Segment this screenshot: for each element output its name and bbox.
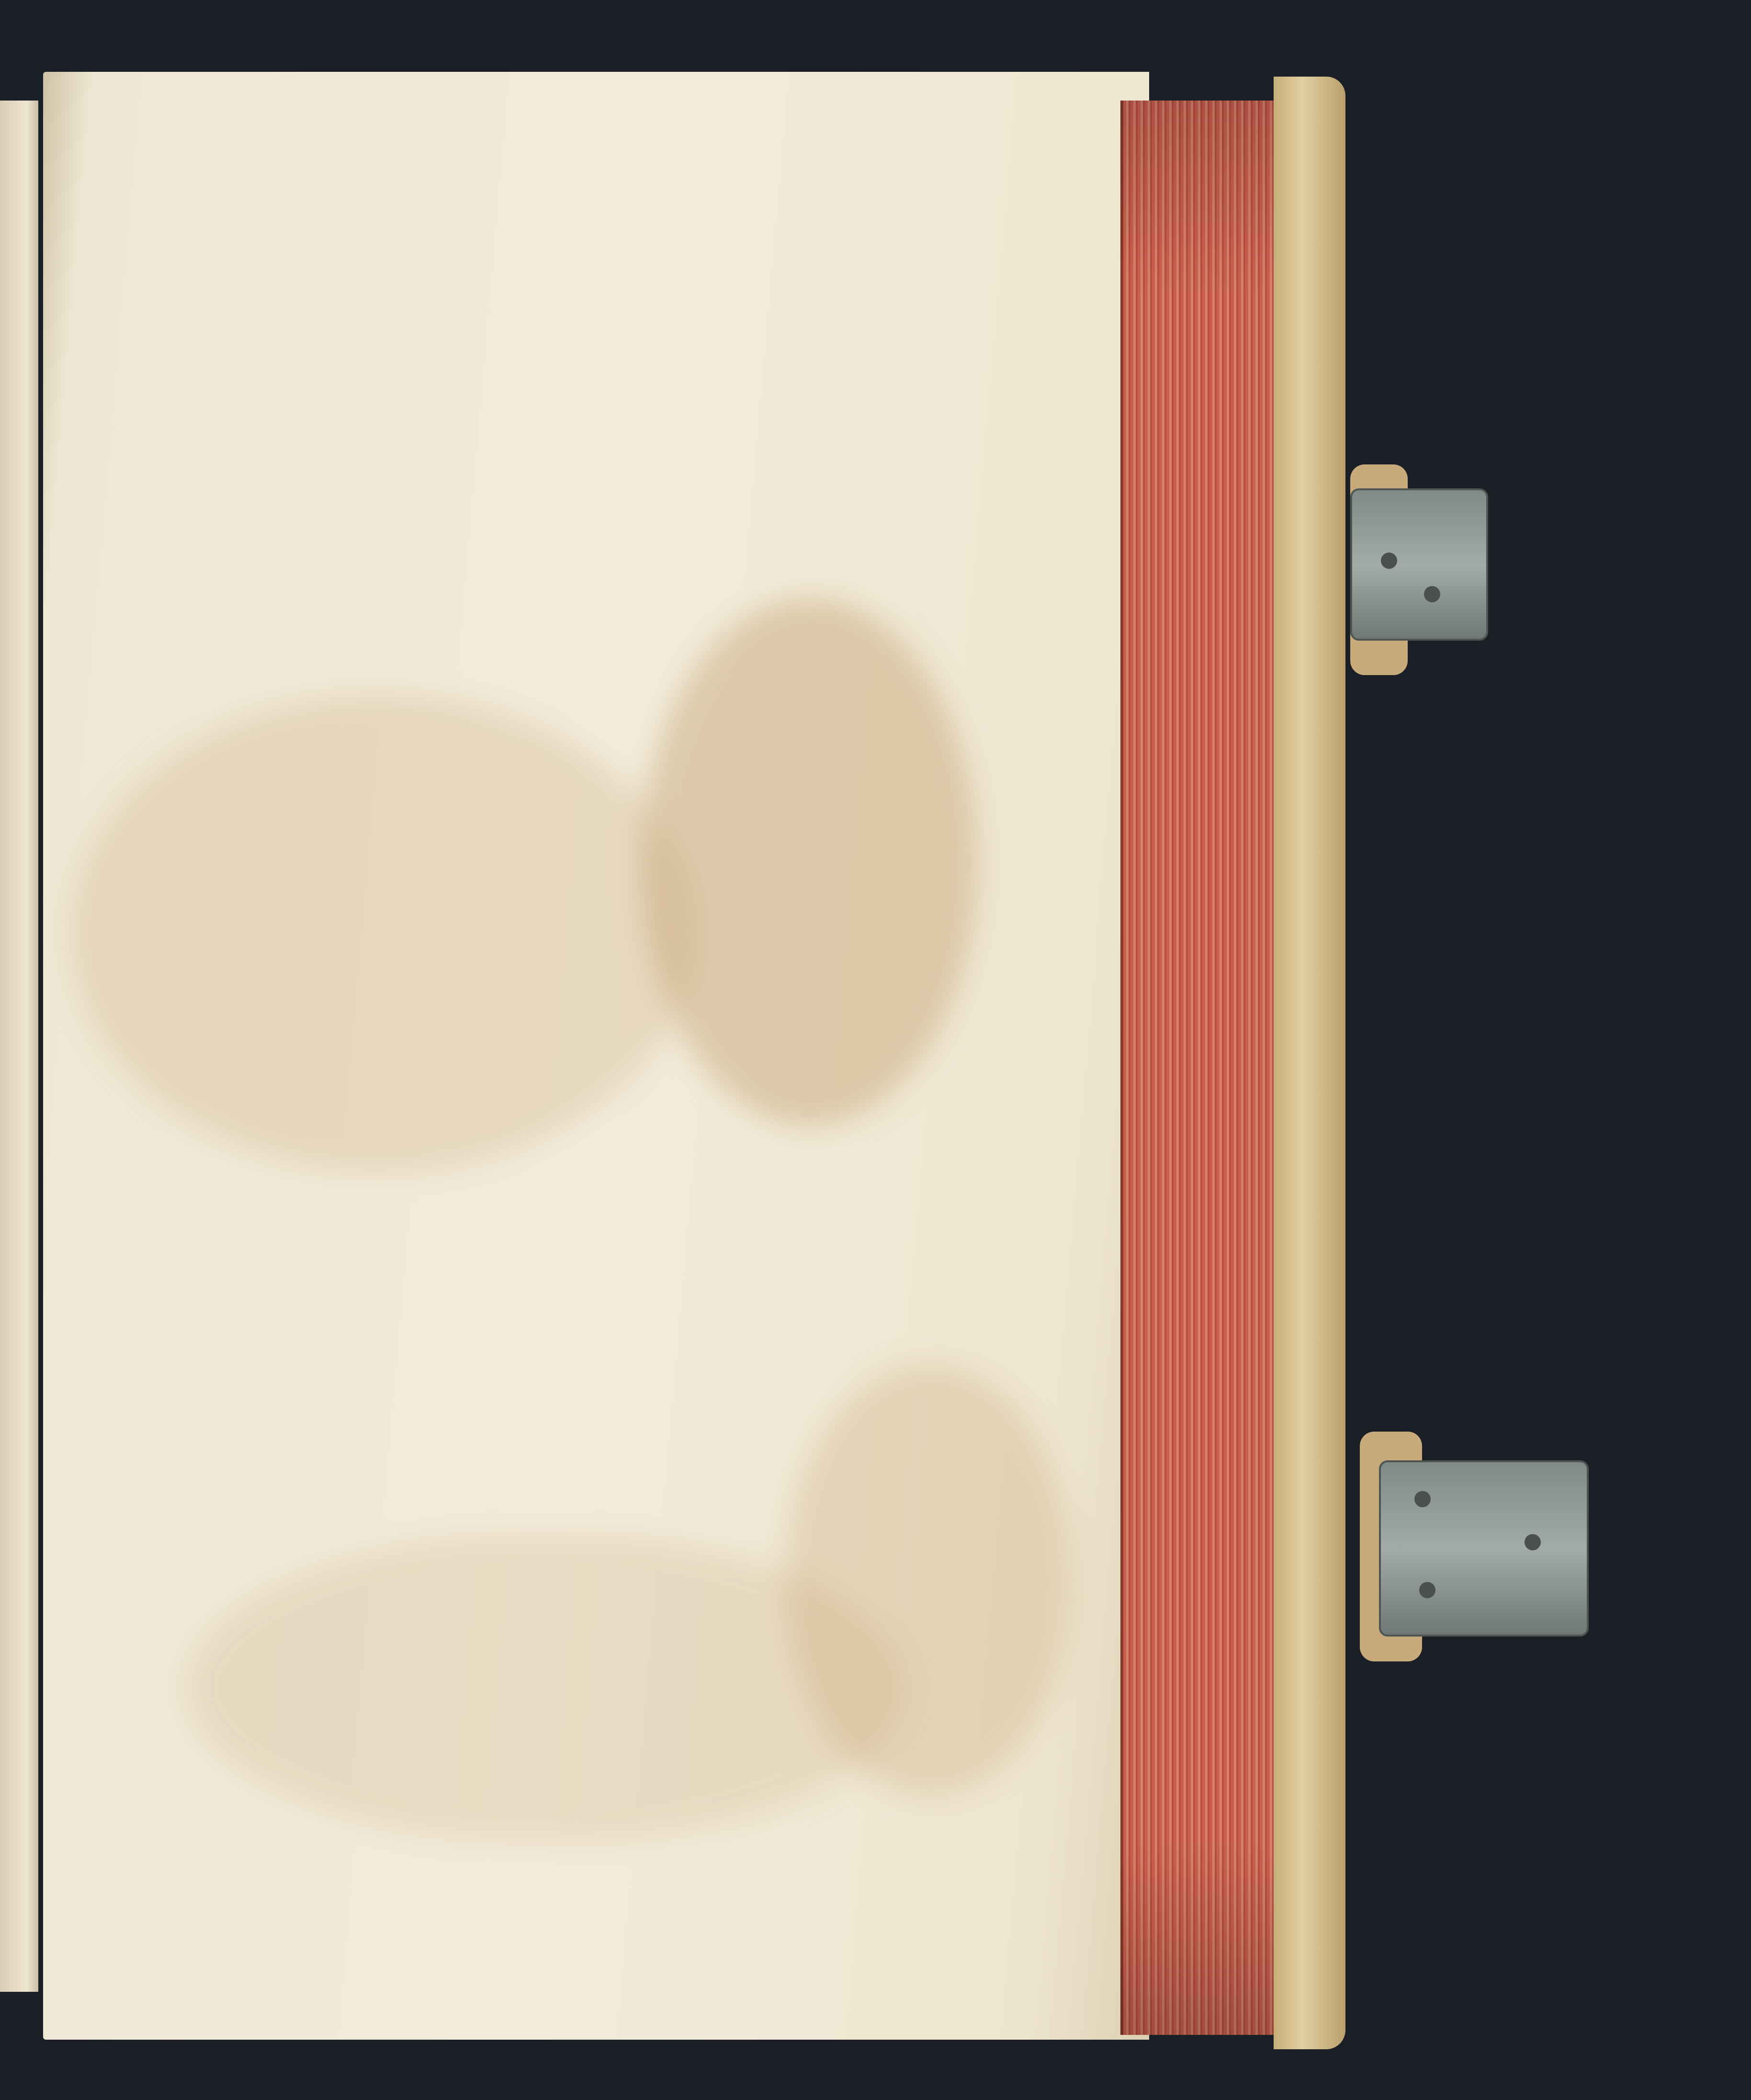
upper-clasp xyxy=(1350,488,1488,641)
book-page xyxy=(43,72,1149,2040)
book-cover-edge xyxy=(1274,77,1345,2049)
facing-page-edge xyxy=(0,101,38,1992)
lower-clasp xyxy=(1379,1460,1589,1637)
